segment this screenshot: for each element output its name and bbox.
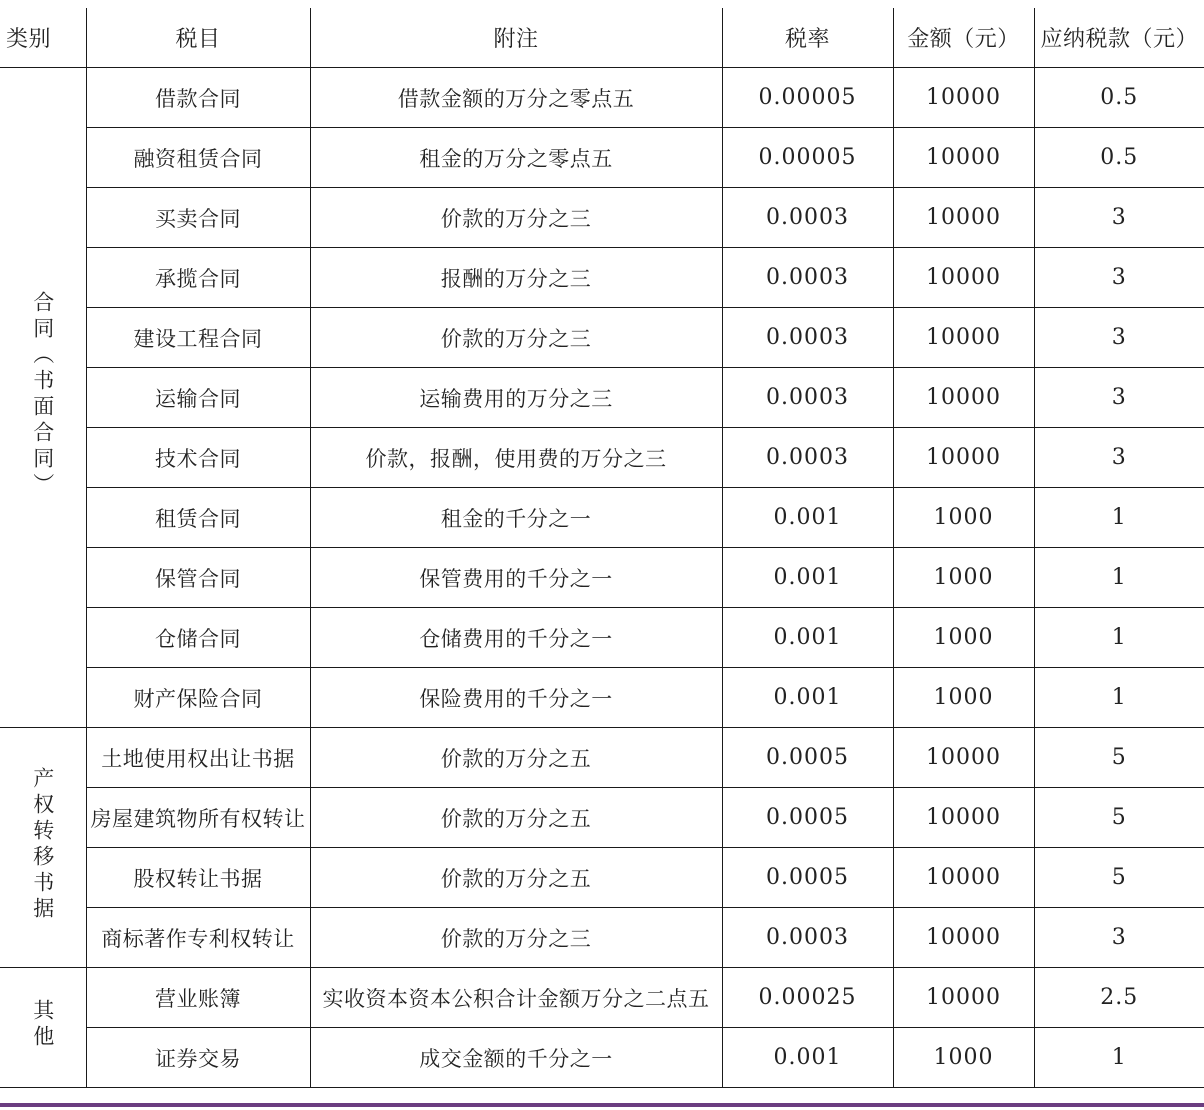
amount-cell: 1000 bbox=[893, 548, 1034, 608]
tax-cell: 3 bbox=[1034, 908, 1204, 968]
rate-cell: 0.0003 bbox=[722, 248, 893, 308]
header-note: 附注 bbox=[310, 8, 722, 68]
rate-cell: 0.001 bbox=[722, 608, 893, 668]
rate-cell: 0.0005 bbox=[722, 848, 893, 908]
note-cell: 运输费用的万分之三 bbox=[310, 368, 722, 428]
tax-cell: 3 bbox=[1034, 248, 1204, 308]
table-row bbox=[0, 608, 1204, 668]
tax-cell: 3 bbox=[1034, 308, 1204, 368]
item-cell: 运输合同 bbox=[86, 368, 310, 428]
rate-cell: 0.00005 bbox=[722, 128, 893, 188]
table-row bbox=[0, 788, 1204, 848]
amount-cell: 10000 bbox=[893, 128, 1034, 188]
note-cell: 成交金额的千分之一 bbox=[310, 1028, 722, 1088]
amount-cell: 1000 bbox=[893, 608, 1034, 668]
rate-cell: 0.00025 bbox=[722, 968, 893, 1028]
note-cell: 价款的万分之五 bbox=[310, 788, 722, 848]
category-label: 其他 bbox=[30, 999, 55, 1051]
tax-cell: 0.5 bbox=[1034, 68, 1204, 128]
category-cell-other bbox=[0, 968, 86, 1088]
table-row bbox=[0, 728, 1204, 788]
rate-cell: 0.0005 bbox=[722, 728, 893, 788]
item-cell: 仓储合同 bbox=[86, 608, 310, 668]
item-cell: 保管合同 bbox=[86, 548, 310, 608]
amount-cell: 1000 bbox=[893, 1028, 1034, 1088]
note-cell: 报酬的万分之三 bbox=[310, 248, 722, 308]
rate-cell: 0.0003 bbox=[722, 188, 893, 248]
item-cell: 承揽合同 bbox=[86, 248, 310, 308]
rate-cell: 0.001 bbox=[722, 1028, 893, 1088]
tax-cell: 1 bbox=[1034, 488, 1204, 548]
note-cell: 保险费用的千分之一 bbox=[310, 668, 722, 728]
stamp-duty-table bbox=[0, 8, 1204, 1088]
amount-cell: 10000 bbox=[893, 308, 1034, 368]
note-cell: 租金的万分之零点五 bbox=[310, 128, 722, 188]
table-row bbox=[0, 428, 1204, 488]
item-cell: 财产保险合同 bbox=[86, 668, 310, 728]
category-label: 产权转移书据 bbox=[30, 767, 55, 923]
tax-cell: 3 bbox=[1034, 188, 1204, 248]
table-row bbox=[0, 848, 1204, 908]
table-row bbox=[0, 1028, 1204, 1088]
note-cell: 价款，报酬，使用费的万分之三 bbox=[310, 428, 722, 488]
amount-cell: 10000 bbox=[893, 248, 1034, 308]
amount-cell: 1000 bbox=[893, 488, 1034, 548]
tax-cell: 1 bbox=[1034, 668, 1204, 728]
item-cell: 商标著作专利权转让 bbox=[86, 908, 310, 968]
amount-cell: 10000 bbox=[893, 908, 1034, 968]
amount-cell: 10000 bbox=[893, 788, 1034, 848]
item-cell: 土地使用权出让书据 bbox=[86, 728, 310, 788]
header-row bbox=[0, 8, 1204, 68]
category-cell-property-transfer bbox=[0, 728, 86, 968]
amount-cell: 10000 bbox=[893, 728, 1034, 788]
tax-cell: 3 bbox=[1034, 368, 1204, 428]
item-cell: 房屋建筑物所有权转让 bbox=[86, 788, 310, 848]
note-cell: 价款的万分之五 bbox=[310, 848, 722, 908]
tax-cell: 5 bbox=[1034, 848, 1204, 908]
rate-cell: 0.001 bbox=[722, 548, 893, 608]
tax-cell: 1 bbox=[1034, 548, 1204, 608]
item-cell: 证券交易 bbox=[86, 1028, 310, 1088]
rate-cell: 0.0003 bbox=[722, 308, 893, 368]
header-item: 税目 bbox=[86, 8, 310, 68]
note-cell: 借款金额的万分之零点五 bbox=[310, 68, 722, 128]
amount-cell: 10000 bbox=[893, 848, 1034, 908]
item-cell: 建设工程合同 bbox=[86, 308, 310, 368]
rate-cell: 0.00005 bbox=[722, 68, 893, 128]
rate-cell: 0.0003 bbox=[722, 428, 893, 488]
tax-cell: 0.5 bbox=[1034, 128, 1204, 188]
amount-cell: 1000 bbox=[893, 668, 1034, 728]
header-category: 类别 bbox=[0, 8, 86, 68]
table-row bbox=[0, 368, 1204, 428]
item-cell: 股权转让书据 bbox=[86, 848, 310, 908]
amount-cell: 10000 bbox=[893, 368, 1034, 428]
rate-cell: 0.0005 bbox=[722, 788, 893, 848]
item-cell: 技术合同 bbox=[86, 428, 310, 488]
note-cell: 价款的万分之三 bbox=[310, 308, 722, 368]
item-cell: 租赁合同 bbox=[86, 488, 310, 548]
note-cell: 价款的万分之三 bbox=[310, 908, 722, 968]
bottom-rule bbox=[0, 1103, 1204, 1107]
tax-cell: 1 bbox=[1034, 1028, 1204, 1088]
note-cell: 价款的万分之三 bbox=[310, 188, 722, 248]
table-row bbox=[0, 248, 1204, 308]
category-cell-contracts bbox=[0, 68, 86, 728]
header-rate: 税率 bbox=[722, 8, 893, 68]
table-row bbox=[0, 308, 1204, 368]
amount-cell: 10000 bbox=[893, 968, 1034, 1028]
table-row bbox=[0, 488, 1204, 548]
tax-cell: 5 bbox=[1034, 788, 1204, 848]
tax-cell: 5 bbox=[1034, 728, 1204, 788]
header-amount: 金额（元） bbox=[893, 8, 1034, 68]
item-cell: 融资租赁合同 bbox=[86, 128, 310, 188]
note-cell: 实收资本资本公积合计金额万分之二点五 bbox=[310, 968, 722, 1028]
table-row bbox=[0, 68, 1204, 128]
amount-cell: 10000 bbox=[893, 68, 1034, 128]
item-cell: 买卖合同 bbox=[86, 188, 310, 248]
table-row bbox=[0, 668, 1204, 728]
amount-cell: 10000 bbox=[893, 428, 1034, 488]
header-tax: 应纳税款（元） bbox=[1034, 8, 1204, 68]
rate-cell: 0.001 bbox=[722, 668, 893, 728]
rate-cell: 0.0003 bbox=[722, 368, 893, 428]
note-cell: 仓储费用的千分之一 bbox=[310, 608, 722, 668]
table-row bbox=[0, 968, 1204, 1028]
tax-cell: 2.5 bbox=[1034, 968, 1204, 1028]
table-row bbox=[0, 908, 1204, 968]
item-cell: 营业账簿 bbox=[86, 968, 310, 1028]
item-cell: 借款合同 bbox=[86, 68, 310, 128]
tax-cell: 1 bbox=[1034, 608, 1204, 668]
note-cell: 保管费用的千分之一 bbox=[310, 548, 722, 608]
rate-cell: 0.001 bbox=[722, 488, 893, 548]
table-row bbox=[0, 128, 1204, 188]
note-cell: 价款的万分之五 bbox=[310, 728, 722, 788]
table-row bbox=[0, 188, 1204, 248]
category-label: 合同（书面合同） bbox=[30, 291, 55, 499]
tax-cell: 3 bbox=[1034, 428, 1204, 488]
amount-cell: 10000 bbox=[893, 188, 1034, 248]
rate-cell: 0.0003 bbox=[722, 908, 893, 968]
note-cell: 租金的千分之一 bbox=[310, 488, 722, 548]
table-row bbox=[0, 548, 1204, 608]
